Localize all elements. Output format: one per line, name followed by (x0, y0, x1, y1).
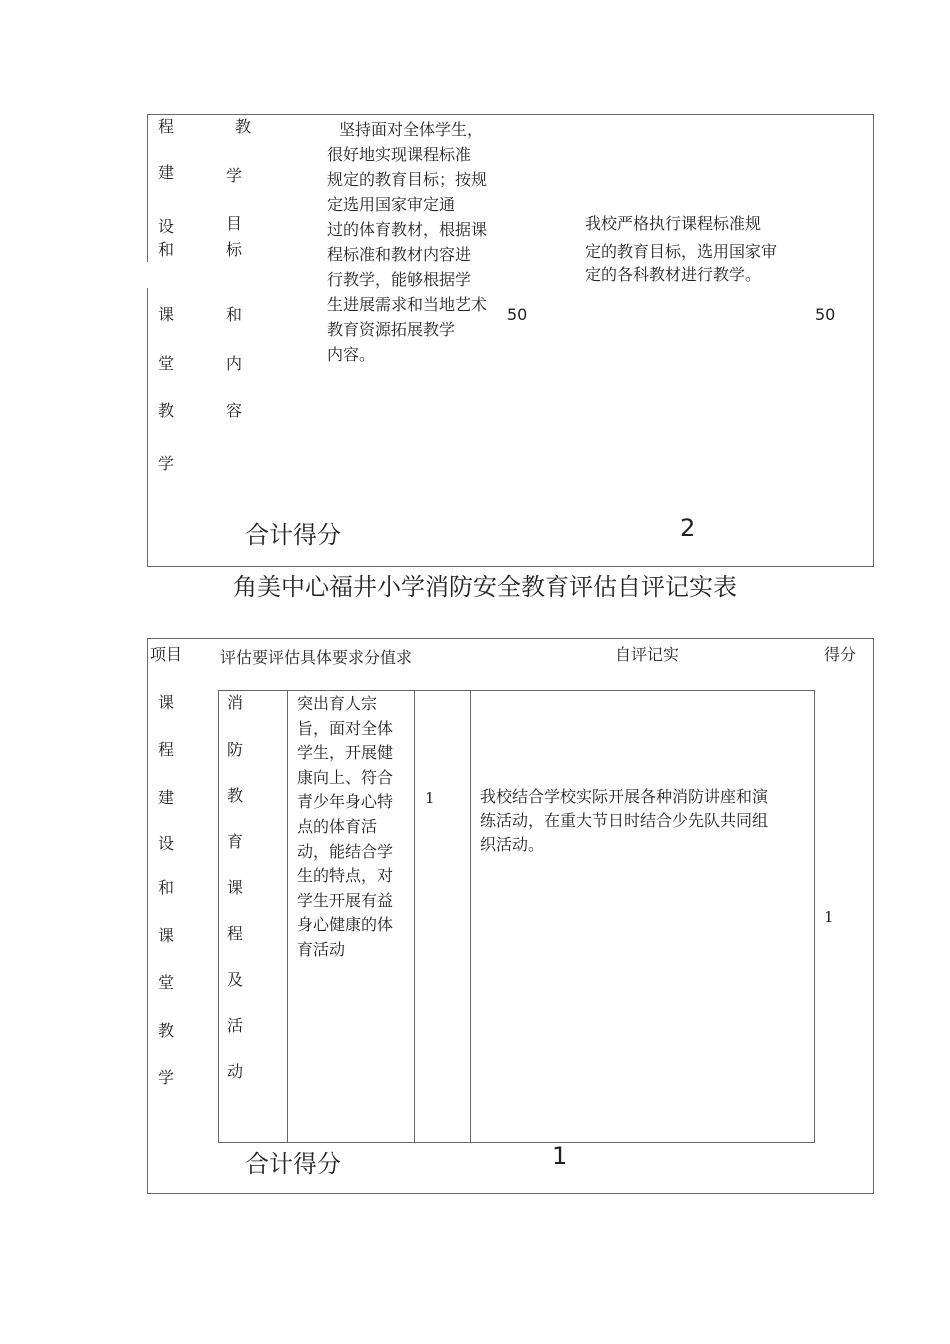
item-char: 课 (227, 878, 244, 897)
item-char: 活 (227, 1016, 244, 1035)
project-char: 课 (158, 693, 175, 712)
table-2-divider (414, 690, 415, 1143)
requirement-line: 旨，面对全体 (297, 718, 394, 738)
project-char: 教 (158, 1021, 175, 1040)
table-1-requirement-text (327, 117, 487, 367)
self-eval-line: 织活动。 (480, 835, 545, 854)
table-2-divider (287, 690, 288, 1143)
requirement-line: 动，能结合学 (297, 841, 394, 861)
requirement-line: 突出育人宗 (297, 694, 378, 713)
requirement-line: 行教学，能够根据学 (327, 270, 472, 289)
requirement-line: 教育资源拓展教学 (327, 320, 456, 339)
item-char: 教 (235, 117, 252, 136)
item-char: 目 (226, 214, 243, 233)
project-char: 课 (158, 926, 175, 945)
self-eval-line: 定的教育目标，选用国家审 (585, 242, 778, 261)
requirement-line: 康向上、符合 (297, 767, 394, 787)
page-title: 角美中心福井小学消防安全教育评估自评记实表 (233, 573, 737, 601)
item-char: 标 (226, 240, 243, 259)
requirement-line: 坚持面对全体学生， (339, 120, 484, 139)
self-eval-line: 我校结合学校实际开展各种消防讲座和演 (480, 787, 769, 806)
item-char: 防 (227, 740, 244, 759)
self-eval-line: 定的各科教材进行教学。 (585, 265, 762, 284)
project-char: 建 (158, 788, 175, 807)
table-1-total-label: 合计得分 (245, 521, 341, 549)
item-char: 动 (227, 1062, 244, 1081)
project-char: 学 (158, 454, 175, 473)
self-eval-line: 我校严格执行课程标准规 (585, 214, 762, 233)
project-char: 堂 (158, 973, 175, 992)
table-2-total-value: 1 (552, 1142, 568, 1170)
item-char: 和 (226, 305, 243, 324)
requirement-line: 生的特点，对 (297, 866, 394, 886)
header-project: 项目 (150, 645, 183, 664)
project-char: 学 (158, 1068, 175, 1087)
requirement-line: 点的体育活 (297, 816, 378, 836)
project-char: 课 (158, 305, 175, 324)
project-char: 和 (158, 878, 175, 897)
requirement-line: 定选用国家审定通 (327, 195, 456, 214)
table-1-cell-border-fragment (147, 262, 148, 288)
item-char: 容 (226, 401, 243, 420)
table-2-total-label: 合计得分 (245, 1150, 341, 1178)
table-1-score-value: 50 (507, 305, 528, 324)
requirement-line: 很好地实现课程标准 (327, 145, 472, 164)
item-char: 学 (226, 166, 243, 185)
table-2-requirement-text (297, 692, 393, 963)
item-char: 教 (227, 786, 244, 805)
requirement-line: 育活动 (297, 939, 346, 959)
project-char: 设 (158, 834, 175, 853)
table-1-frame (147, 114, 874, 567)
header-score: 得分 (824, 645, 857, 664)
header-self-eval: 自评记实 (615, 645, 680, 664)
table-1-total-value: 2 (680, 514, 696, 542)
table-2-self-eval-text (480, 785, 768, 857)
project-char: 和 (158, 240, 175, 259)
project-char: 设 (158, 217, 175, 236)
project-char: 建 (158, 163, 175, 182)
table-2-divider (470, 690, 471, 1143)
table-1-self-eval-text (585, 212, 777, 286)
table-2-score-value: 1 (425, 789, 435, 807)
item-char: 程 (227, 924, 244, 943)
requirement-line: 内容。 (327, 345, 376, 364)
project-char: 教 (158, 401, 175, 420)
requirement-line: 青少年身心特 (297, 792, 394, 812)
item-char: 消 (227, 693, 244, 712)
table-1-score: 50 (815, 305, 836, 324)
requirement-line: 学生，开展健 (297, 743, 394, 763)
project-char: 程 (158, 740, 175, 759)
requirement-line: 程标准和教材内容进 (327, 245, 472, 264)
requirement-line: 生进展需求和当地艺术 (327, 295, 488, 314)
self-eval-line: 练活动，在重大节日时结合少先队共同组 (480, 811, 769, 830)
requirement-line: 学生开展有益 (297, 890, 394, 910)
item-char: 育 (227, 832, 244, 851)
project-char: 程 (158, 117, 175, 136)
project-char: 堂 (158, 354, 175, 373)
requirement-line: 过的体育教材，根据课 (327, 220, 488, 239)
requirement-line: 规定的教育目标；按规 (327, 170, 488, 189)
header-requirements: 评估要评估具体要求分值求 (220, 648, 413, 667)
requirement-line: 身心健康的体 (297, 915, 394, 935)
item-char: 及 (227, 970, 244, 989)
table-2-score: 1 (824, 908, 834, 926)
item-char: 内 (226, 354, 243, 373)
